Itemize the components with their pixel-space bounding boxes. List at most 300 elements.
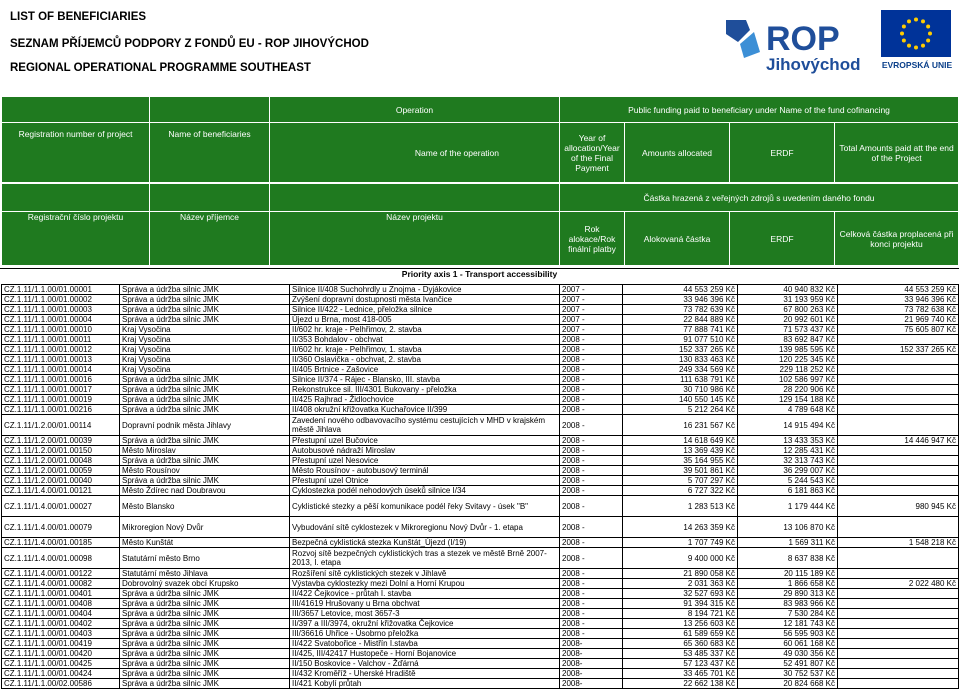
- cell-reg-number: CZ.1.11/1.1.00/01.00420: [2, 649, 120, 659]
- cell-beneficiary: Správa a údržba silnic JMK: [120, 285, 290, 295]
- cell-beneficiary: Správa a údržba silnic JMK: [120, 589, 290, 599]
- cell-year: 2007 -: [560, 305, 623, 315]
- rop-logo-sub: Jihovýchod: [766, 55, 861, 74]
- cell-project-name: Vybudování sítě cyklostezek v Mikroregionu Nový Dvůr - 1. etapa: [290, 517, 560, 538]
- cell-erdf: 49 030 356 Kč: [738, 649, 838, 659]
- cell-erdf: 102 586 997 Kč: [738, 375, 838, 385]
- cell-total-paid: [838, 548, 959, 569]
- cell-beneficiary: Správa a údržba silnic JMK: [120, 599, 290, 609]
- cell-year: 2008 -: [560, 517, 623, 538]
- cell-reg-number: CZ.1.11/1.4.00/01.00098: [2, 548, 120, 569]
- cell-project-name: Zvýšení dopravní dostupnosti města Ivančice: [290, 295, 560, 305]
- cell-reg-number: CZ.1.11/1.2.00/01.00150: [2, 446, 120, 456]
- eu-star-icon: [926, 39, 930, 43]
- cell-total-paid: [838, 589, 959, 599]
- cell-total-paid: [838, 385, 959, 395]
- priority-axis-label: Priority axis 1 - Transport accessibility: [0, 268, 959, 283]
- cell-year: 2008 -: [560, 335, 623, 345]
- cell-allocated: 1 707 749 Kč: [623, 538, 738, 548]
- cell-beneficiary: Správa a údržba silnic JMK: [120, 375, 290, 385]
- cell-project-name: II/432 Kroměříž - Uherské Hradiště: [290, 669, 560, 679]
- eu-star-icon: [914, 46, 918, 50]
- table-row: [2, 599, 959, 609]
- cell-reg-number: CZ.1.11/1.4.00/01.00185: [2, 538, 120, 548]
- cell-total-paid: [838, 375, 959, 385]
- cell-erdf: 20 992 601 Kč: [738, 315, 838, 325]
- cell-project-name: Město Rousínov - autobusový terminál: [290, 466, 560, 476]
- table-row: [2, 548, 959, 569]
- cell-beneficiary: Správa a údržba silnic JMK: [120, 619, 290, 629]
- cell-allocated: 130 833 463 Kč: [623, 355, 738, 365]
- cell-year: 2007 -: [560, 315, 623, 325]
- table-row: [2, 315, 959, 325]
- table-row: [2, 589, 959, 599]
- cell-erdf: 13 106 870 Kč: [738, 517, 838, 538]
- cell-project-name: II/602 hr. kraje - Pelhřimov, 1. stavba: [290, 345, 560, 355]
- cell-total-paid: [838, 415, 959, 436]
- cell-project-name: II/360 Oslavička - obchvat, 2. stavba: [290, 355, 560, 365]
- cell-erdf: 139 985 595 Kč: [738, 345, 838, 355]
- cell-year: 2008 -: [560, 629, 623, 639]
- cell-total-paid: [838, 639, 959, 649]
- cell-project-name: II/150 Boskovice - Valchov - Žďárná: [290, 659, 560, 669]
- table-row: [2, 579, 959, 589]
- header-czech: [1, 183, 959, 266]
- cell-allocated: 2 031 363 Kč: [623, 579, 738, 589]
- cell-year: 2008 -: [560, 446, 623, 456]
- cell-allocated: 53 485 337 Kč: [623, 649, 738, 659]
- cell-total-paid: [838, 355, 959, 365]
- cell-allocated: 5 212 264 Kč: [623, 405, 738, 415]
- cell-reg-number: CZ.1.11/1.1.00/01.00014: [2, 365, 120, 375]
- cell-project-name: III/3657 Letovice, most 3657-3: [290, 609, 560, 619]
- eu-star-icon: [921, 44, 925, 48]
- cell-erdf: 8 637 838 Kč: [738, 548, 838, 569]
- cell-total-paid: [838, 405, 959, 415]
- cell-beneficiary: Správa a údržba silnic JMK: [120, 659, 290, 669]
- cell-total-paid: [838, 659, 959, 669]
- cell-year: 2008 -: [560, 436, 623, 446]
- table-row: [2, 466, 959, 476]
- table-row: [2, 345, 959, 355]
- cell-allocated: 249 334 569 Kč: [623, 365, 738, 375]
- table-row: [2, 496, 959, 517]
- eu-star-icon: [900, 32, 904, 36]
- cell-beneficiary: Správa a údržba silnic JMK: [120, 315, 290, 325]
- cell-reg-number: CZ.1.11/1.1.00/01.00403: [2, 629, 120, 639]
- cell-beneficiary: Správa a údržba silnic JMK: [120, 476, 290, 486]
- cell-erdf: 36 299 007 Kč: [738, 466, 838, 476]
- cell-beneficiary: Město Ždírec nad Doubravou: [120, 486, 290, 496]
- cell-allocated: 61 589 659 Kč: [623, 629, 738, 639]
- cell-total-paid: [838, 486, 959, 496]
- cell-project-name: Rozšíření sítě cyklistických stezek v Jihlavě: [290, 569, 560, 579]
- cell-year: 2008 -: [560, 599, 623, 609]
- table-row: [2, 517, 959, 538]
- eu-star-icon: [921, 19, 925, 23]
- cell-year: 2008 -: [560, 405, 623, 415]
- cell-erdf: 52 491 807 Kč: [738, 659, 838, 669]
- cell-reg-number: CZ.1.11/1.1.00/01.00011: [2, 335, 120, 345]
- cell-beneficiary: Město Blansko: [120, 496, 290, 517]
- cell-allocated: 14 618 649 Kč: [623, 436, 738, 446]
- cell-erdf: 12 285 431 Kč: [738, 446, 838, 456]
- cell-project-name: Bezpečná cyklistická stezka Kunštát_Újezd (I/19): [290, 538, 560, 548]
- cell-project-name: Cyklistické stezky a pěší komunikace podél řeky Svitavy - úsek "B": [290, 496, 560, 517]
- cell-allocated: 5 707 297 Kč: [623, 476, 738, 486]
- cell-erdf: 40 940 832 Kč: [738, 285, 838, 295]
- cell-reg-number: CZ.1.11/1.1.00/01.00419: [2, 639, 120, 649]
- cell-total-paid: [838, 476, 959, 486]
- cell-project-name: II/425, III/42417 Hustopeče - Horní Bojanovice: [290, 649, 560, 659]
- cell-project-name: Cyklostezka podél nehodových úseků silnice I/34: [290, 486, 560, 496]
- cell-year: 2008 -: [560, 415, 623, 436]
- cell-erdf: 20 115 189 Kč: [738, 569, 838, 579]
- cell-total-paid: [838, 599, 959, 609]
- cell-beneficiary: Správa a údržba silnic JMK: [120, 305, 290, 315]
- cell-total-paid: [838, 456, 959, 466]
- header-total-paid: Total Amounts paid att the end of the Project: [835, 123, 959, 183]
- cell-project-name: Silnice II/408 Suchohrdly u Znojma - Dyjákovice: [290, 285, 560, 295]
- cell-erdf: 67 800 263 Kč: [738, 305, 838, 315]
- cell-erdf: 32 313 743 Kč: [738, 456, 838, 466]
- cell-erdf: 56 595 903 Kč: [738, 629, 838, 639]
- cell-beneficiary: Kraj Vysočina: [120, 345, 290, 355]
- cell-total-paid: 75 605 807 Kč: [838, 325, 959, 335]
- cell-total-paid: 2 022 480 Kč: [838, 579, 959, 589]
- cell-project-name: Silnice II/374 - Rájec - Blansko, III. stavba: [290, 375, 560, 385]
- cell-reg-number: CZ.1.11/1.1.00/01.00424: [2, 669, 120, 679]
- table-row: [2, 659, 959, 669]
- cell-erdf: 7 530 284 Kč: [738, 609, 838, 619]
- cell-allocated: 1 283 513 Kč: [623, 496, 738, 517]
- cell-year: 2008 -: [560, 619, 623, 629]
- cell-allocated: 9 400 000 Kč: [623, 548, 738, 569]
- cell-reg-number: CZ.1.11/1.2.00/01.00040: [2, 476, 120, 486]
- cell-project-name: II/422 Čejkovice - průtah I. stavba: [290, 589, 560, 599]
- table-row: [2, 649, 959, 659]
- cell-reg-number: CZ.1.11/1.1.00/01.00019: [2, 395, 120, 405]
- cell-year: 2008 -: [560, 486, 623, 496]
- cell-reg-number: CZ.1.11/1.4.00/01.00079: [2, 517, 120, 538]
- cell-project-name: Rozvoj sítě bezpečných cyklistických tras a stezek ve městě Brně 2007-2013, I. etapa: [290, 548, 560, 569]
- table-row: [2, 305, 959, 315]
- eu-star-icon: [902, 25, 906, 29]
- eu-star-icon: [914, 18, 918, 22]
- cell-reg-number: CZ.1.11/1.1.00/01.00003: [2, 305, 120, 315]
- cell-erdf: 83 692 847 Kč: [738, 335, 838, 345]
- table-row: [2, 325, 959, 335]
- cell-beneficiary: Správa a údržba silnic JMK: [120, 649, 290, 659]
- table-row: [2, 486, 959, 496]
- header-castka: Částka hrazená z veřejných zdrojů s uvedením daného fondu: [560, 184, 959, 212]
- table-row: [2, 629, 959, 639]
- table-row: [2, 436, 959, 446]
- title-list-of-beneficiaries: LIST OF BENEFICIARIES: [10, 11, 147, 23]
- cell-allocated: 77 888 741 Kč: [623, 325, 738, 335]
- cell-reg-number: CZ.1.11/1.1.00/01.00425: [2, 659, 120, 669]
- cell-erdf: 13 433 353 Kč: [738, 436, 838, 446]
- table-row: [2, 476, 959, 486]
- table-row: [2, 679, 959, 689]
- cell-erdf: 83 983 966 Kč: [738, 599, 838, 609]
- cell-beneficiary: Správa a údržba silnic JMK: [120, 629, 290, 639]
- rop-logo-text: ROP: [766, 20, 840, 58]
- cell-allocated: 35 164 955 Kč: [623, 456, 738, 466]
- cell-reg-number: CZ.1.11/1.1.00/01.00404: [2, 609, 120, 619]
- cell-project-name: Autobusové nádraží Miroslav: [290, 446, 560, 456]
- table-row: [2, 375, 959, 385]
- cell-total-paid: [838, 669, 959, 679]
- table-row: [2, 538, 959, 548]
- cell-beneficiary: Správa a údržba silnic JMK: [120, 609, 290, 619]
- eu-star-icon: [907, 19, 911, 23]
- header-alokovana: Alokovaná částka: [625, 212, 730, 266]
- cell-reg-number: CZ.1.11/1.4.00/01.00122: [2, 569, 120, 579]
- cell-reg-number: CZ.1.11/1.1.00/01.00010: [2, 325, 120, 335]
- cell-total-paid: [838, 395, 959, 405]
- cell-reg-number: CZ.1.11/1.1.00/01.00013: [2, 355, 120, 365]
- eu-star-icon: [907, 44, 911, 48]
- cell-beneficiary: Dopravní podnik města Jihlavy: [120, 415, 290, 436]
- cell-reg-number: CZ.1.11/1.4.00/01.00121: [2, 486, 120, 496]
- table-row: [2, 415, 959, 436]
- cell-total-paid: 21 969 740 Kč: [838, 315, 959, 325]
- cell-year: 2008 -: [560, 609, 623, 619]
- cell-total-paid: [838, 679, 959, 689]
- header-year: Year of allocation/Year of the Final Payment: [560, 123, 625, 183]
- cell-year: 2008 -: [560, 456, 623, 466]
- cell-erdf: 129 154 188 Kč: [738, 395, 838, 405]
- cell-project-name: Přestupní uzel Bučovice: [290, 436, 560, 446]
- table-row: [2, 669, 959, 679]
- cell-beneficiary: Město Rousínov: [120, 466, 290, 476]
- cell-allocated: 22 844 889 Kč: [623, 315, 738, 325]
- header-erdf: ERDF: [730, 123, 835, 183]
- cell-year: 2008 -: [560, 355, 623, 365]
- cell-reg-number: CZ.1.11/1.2.00/01.00059: [2, 466, 120, 476]
- cell-beneficiary: Správa a údržba silnic JMK: [120, 669, 290, 679]
- table-row: [2, 456, 959, 466]
- cell-year: 2008 -: [560, 496, 623, 517]
- cell-total-paid: [838, 517, 959, 538]
- cell-year: 2008-: [560, 639, 623, 649]
- cell-year: 2008 -: [560, 548, 623, 569]
- table-row: [2, 365, 959, 375]
- cell-reg-number: CZ.1.11/1.2.00/01.00048: [2, 456, 120, 466]
- cell-erdf: 1 179 444 Kč: [738, 496, 838, 517]
- cell-total-paid: [838, 569, 959, 579]
- cell-beneficiary: Správa a údržba silnic JMK: [120, 456, 290, 466]
- cell-erdf: 60 061 168 Kč: [738, 639, 838, 649]
- cell-allocated: 30 710 986 Kč: [623, 385, 738, 395]
- cell-year: 2008 -: [560, 466, 623, 476]
- cell-year: 2008 -: [560, 476, 623, 486]
- cell-total-paid: [838, 446, 959, 456]
- header-erdf-cz: ERDF: [730, 212, 835, 266]
- cell-beneficiary: Město Miroslav: [120, 446, 290, 456]
- cell-allocated: 32 527 693 Kč: [623, 589, 738, 599]
- table-row: [2, 619, 959, 629]
- header-english: [1, 96, 959, 183]
- rop-logo-mark: [726, 20, 760, 58]
- cell-allocated: 13 256 603 Kč: [623, 619, 738, 629]
- eu-label: EVROPSKÁ UNIE: [881, 60, 953, 70]
- cell-beneficiary: Kraj Vysočina: [120, 325, 290, 335]
- cell-project-name: Újezd u Brna, most 418-005: [290, 315, 560, 325]
- cell-allocated: 44 553 259 Kč: [623, 285, 738, 295]
- cell-allocated: 73 782 639 Kč: [623, 305, 738, 315]
- cell-year: 2008-: [560, 669, 623, 679]
- cell-allocated: 39 501 861 Kč: [623, 466, 738, 476]
- table-row: [2, 395, 959, 405]
- cell-allocated: 91 077 510 Kč: [623, 335, 738, 345]
- cell-reg-number: CZ.1.11/1.1.00/01.00017: [2, 385, 120, 395]
- cell-erdf: 14 915 494 Kč: [738, 415, 838, 436]
- cell-project-name: Rekonstrukce sil. III/4301 Bukovany - přeložka: [290, 385, 560, 395]
- table-row: [2, 405, 959, 415]
- cell-erdf: 4 789 648 Kč: [738, 405, 838, 415]
- cell-beneficiary: Statutární město Brno: [120, 548, 290, 569]
- cell-total-paid: [838, 365, 959, 375]
- cell-total-paid: 73 782 638 Kč: [838, 305, 959, 315]
- cell-reg-number: CZ.1.11/1.1.00/01.00012: [2, 345, 120, 355]
- cell-erdf: 5 244 543 Kč: [738, 476, 838, 486]
- cell-beneficiary: Kraj Vysočina: [120, 355, 290, 365]
- cell-project-name: Silnice II/422 - Lednice, přeložka silnice: [290, 305, 560, 315]
- cell-allocated: 111 638 791 Kč: [623, 375, 738, 385]
- beneficiaries-table: [1, 284, 959, 689]
- cell-project-name: II/405 Brtnice - Zašovice: [290, 365, 560, 375]
- cell-allocated: 8 194 721 Kč: [623, 609, 738, 619]
- cell-total-paid: 152 337 265 Kč: [838, 345, 959, 355]
- cell-beneficiary: Statutární město Jihlava: [120, 569, 290, 579]
- cell-allocated: 16 231 567 Kč: [623, 415, 738, 436]
- cell-project-name: III/41619 Hrušovany u Brna obchvat: [290, 599, 560, 609]
- cell-reg-number: CZ.1.11/1.1.00/01.00401: [2, 589, 120, 599]
- cell-reg-number: CZ.1.11/1.1.00/01.00001: [2, 285, 120, 295]
- cell-project-name: Přestupní uzel Otnice: [290, 476, 560, 486]
- cell-project-name: II/353 Bohdalov - obchvat: [290, 335, 560, 345]
- cell-beneficiary: Správa a údržba silnic JMK: [120, 395, 290, 405]
- cell-beneficiary: Město Kunštát: [120, 538, 290, 548]
- cell-erdf: 29 890 313 Kč: [738, 589, 838, 599]
- cell-allocated: 14 263 359 Kč: [623, 517, 738, 538]
- rop-logo: [720, 14, 870, 74]
- eu-star-icon: [926, 25, 930, 29]
- cell-allocated: 65 360 683 Kč: [623, 639, 738, 649]
- table-row: [2, 639, 959, 649]
- cell-allocated: 152 337 265 Kč: [623, 345, 738, 355]
- cell-beneficiary: Správa a údržba silnic JMK: [120, 405, 290, 415]
- cell-reg-number: CZ.1.11/1.1.00/01.00004: [2, 315, 120, 325]
- table-row: [2, 385, 959, 395]
- table-row: [2, 446, 959, 456]
- header-allocated: Amounts allocated: [625, 123, 730, 183]
- header-operation: Operation: [270, 97, 560, 123]
- cell-allocated: 57 123 437 Kč: [623, 659, 738, 669]
- eu-flag-icon: [881, 10, 951, 57]
- cell-total-paid: 980 945 Kč: [838, 496, 959, 517]
- cell-erdf: 120 225 345 Kč: [738, 355, 838, 365]
- cell-allocated: 33 465 701 Kč: [623, 669, 738, 679]
- cell-total-paid: 33 946 396 Kč: [838, 295, 959, 305]
- table-row: [2, 335, 959, 345]
- cell-beneficiary: Dobrovolný svazek obcí Krupsko: [120, 579, 290, 589]
- cell-year: 2007 -: [560, 325, 623, 335]
- header-projekt: Název projektu: [270, 212, 560, 266]
- cell-year: 2008 -: [560, 538, 623, 548]
- cell-year: 2008-: [560, 659, 623, 669]
- cell-project-name: II/602 hr. kraje - Pelhřimov, 2. stavba: [290, 325, 560, 335]
- eu-star-icon: [928, 32, 932, 36]
- cell-erdf: 6 181 863 Kč: [738, 486, 838, 496]
- cell-beneficiary: Správa a údržba silnic JMK: [120, 679, 290, 689]
- cell-project-name: III/36616 Uhřice - Úsobrno přeložka: [290, 629, 560, 639]
- cell-project-name: II/421 Kobylí průtah: [290, 679, 560, 689]
- cell-erdf: 31 193 959 Kč: [738, 295, 838, 305]
- cell-project-name: II/408 okružní křižovatka Kuchařovice II/399: [290, 405, 560, 415]
- table-row: [2, 355, 959, 365]
- cell-beneficiary: Správa a údržba silnic JMK: [120, 295, 290, 305]
- title-czech: SEZNAM PŘÍJEMCŮ PODPORY Z FONDŮ EU - ROP JIHOVÝCHOD: [10, 38, 369, 50]
- cell-reg-number: CZ.1.11/1.1.00/01.00402: [2, 619, 120, 629]
- title-programme: REGIONAL OPERATIONAL PROGRAMME SOUTHEAST: [10, 62, 311, 74]
- cell-reg-number: CZ.1.11/1.1.00/02.00586: [2, 679, 120, 689]
- cell-beneficiary: Správa a údržba silnic JMK: [120, 385, 290, 395]
- cell-erdf: 30 752 537 Kč: [738, 669, 838, 679]
- cell-reg-number: CZ.1.11/1.1.00/01.00216: [2, 405, 120, 415]
- cell-erdf: 1 866 658 Kč: [738, 579, 838, 589]
- cell-year: 2008 -: [560, 375, 623, 385]
- cell-allocated: 91 394 315 Kč: [623, 599, 738, 609]
- cell-erdf: 28 220 906 Kč: [738, 385, 838, 395]
- cell-total-paid: 1 548 218 Kč: [838, 538, 959, 548]
- table-row: [2, 295, 959, 305]
- cell-reg-number: CZ.1.11/1.4.00/01.00082: [2, 579, 120, 589]
- header-beneficiary: Name of beneficiaries: [150, 123, 270, 183]
- header-public-funding: Public funding paid to beneficiary under Name of the fund cofinancing: [560, 97, 959, 123]
- eu-star-icon: [902, 39, 906, 43]
- cell-beneficiary: Správa a údržba silnic JMK: [120, 436, 290, 446]
- header-rok: Rok alokace/Rok finální platby: [560, 212, 625, 266]
- header-operation-name: Name of the operation: [270, 123, 560, 183]
- cell-total-paid: [838, 335, 959, 345]
- cell-reg-number: CZ.1.11/1.1.00/01.00408: [2, 599, 120, 609]
- cell-total-paid: [838, 619, 959, 629]
- cell-project-name: II/422 Svatobořice - Mistřín I.stavba: [290, 639, 560, 649]
- cell-project-name: Výstavba cyklostezky mezi Dolní a Horní Krupou: [290, 579, 560, 589]
- cell-year: 2008 -: [560, 395, 623, 405]
- table-row: [2, 285, 959, 295]
- header-reg-cz: Registrační číslo projektu: [2, 212, 150, 266]
- cell-reg-number: CZ.1.11/1.1.00/01.00002: [2, 295, 120, 305]
- cell-allocated: 140 550 145 Kč: [623, 395, 738, 405]
- cell-year: 2007 -: [560, 295, 623, 305]
- cell-project-name: II/397 a III/3974, okružní křižovatka Čejkovice: [290, 619, 560, 629]
- header-celkova: Celková částka proplacená při konci projektu: [835, 212, 959, 266]
- cell-erdf: 12 181 743 Kč: [738, 619, 838, 629]
- header-reg-number: Registration number of project: [2, 123, 150, 183]
- cell-year: 2008 -: [560, 385, 623, 395]
- cell-allocated: 21 890 058 Kč: [623, 569, 738, 579]
- cell-erdf: 229 118 252 Kč: [738, 365, 838, 375]
- cell-allocated: 33 946 396 Kč: [623, 295, 738, 305]
- cell-year: 2008 -: [560, 589, 623, 599]
- cell-total-paid: [838, 466, 959, 476]
- cell-allocated: 22 662 138 Kč: [623, 679, 738, 689]
- cell-project-name: Přestupní uzel Nesovice: [290, 456, 560, 466]
